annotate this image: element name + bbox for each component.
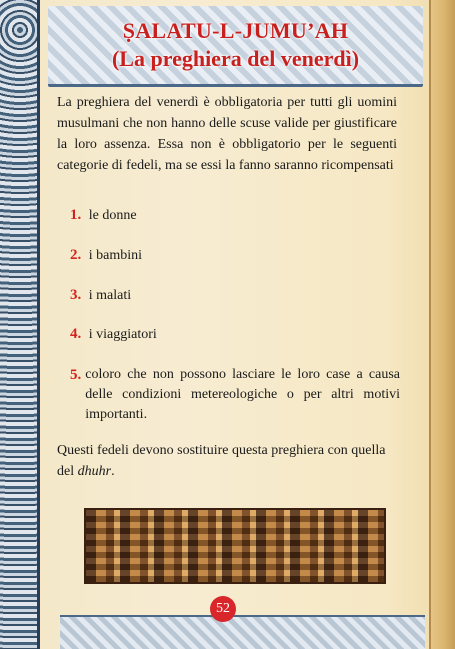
closing-end: .: [111, 464, 115, 479]
page-subtitle: (La preghiera del venerdì): [111, 46, 360, 71]
list-text: coloro che non possono lasciare le loro case a causa delle condizioni metereologiche o per altri motivi importanti.: [85, 367, 400, 422]
list-item: [70, 324, 400, 345]
list-number: 3.: [70, 287, 82, 303]
list-item: [70, 245, 400, 266]
footer-ornament-band: [60, 615, 425, 649]
list-text: i viaggiatori: [88, 327, 157, 342]
list-number: 2.: [70, 247, 82, 263]
list-text: i malati: [88, 288, 132, 303]
list-item: [70, 205, 400, 226]
page-edge: [429, 0, 455, 649]
list-text: i bambini: [88, 248, 143, 263]
closing-paragraph: [57, 440, 402, 482]
closing-term: dhuhr: [77, 464, 112, 479]
intro-paragraph: La preghiera del venerdì è obbligatoria per tutti gli uomini musulmani che non hanno delle scuse valide per giustificare la loro assenza. Essa non è obbligatorio per le seguenti categorie di fedeli, ma se essi la fanno saranno ricompensati: [57, 95, 397, 173]
list-item: [70, 365, 400, 425]
list-number: 4.: [70, 326, 82, 342]
closing-text: Questi fedeli devono sostituire questa preghiera con quella del: [57, 443, 386, 479]
list-number: 1.: [70, 207, 82, 223]
page-number-badge: 52: [210, 596, 236, 622]
page-title: ṢALATU-L-JUMU’AH: [122, 18, 349, 43]
list-text: le donne: [88, 208, 137, 223]
list-item: [70, 285, 400, 306]
left-ornamental-border: [0, 0, 40, 649]
list-number: 5.: [70, 367, 82, 383]
ornamental-panel-image: [84, 508, 386, 584]
